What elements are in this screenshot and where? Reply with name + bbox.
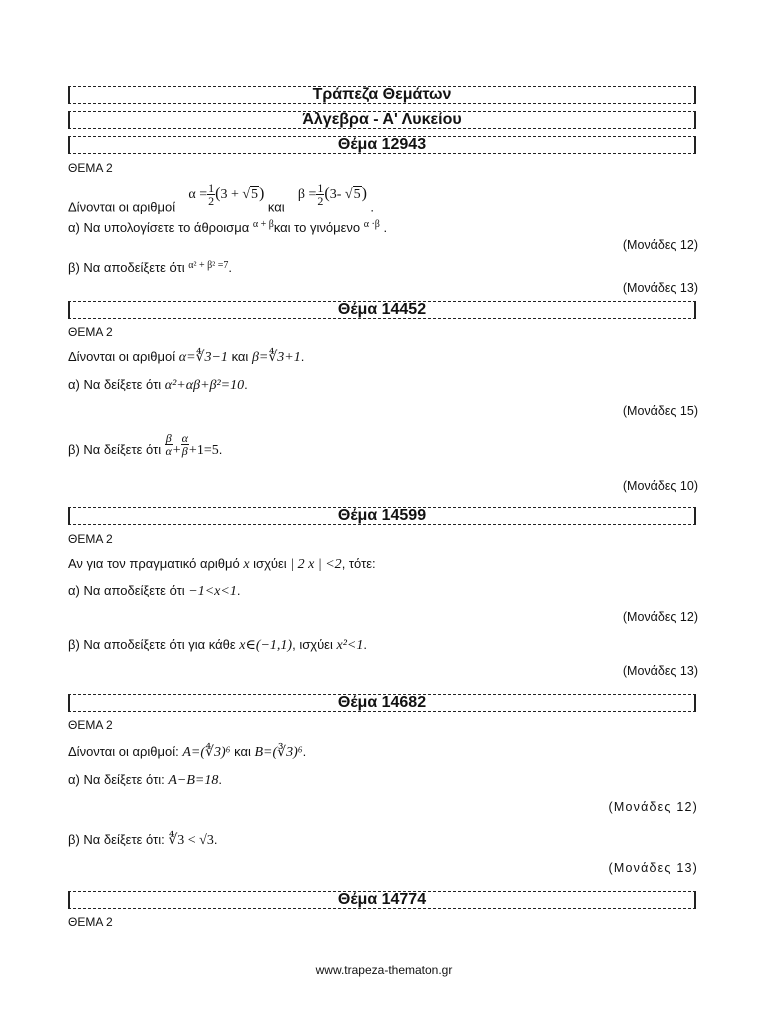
part-a <box>68 377 248 394</box>
part-a-text: α) Να δείξετε ότι: <box>68 772 165 787</box>
problem-code: Θέμα 12943 <box>68 136 696 154</box>
sqrt-sign: √5 <box>242 186 259 202</box>
radicand: 5 <box>251 186 259 202</box>
period: . <box>300 349 305 364</box>
part-b-text: β) Να δείξετε ότι <box>68 441 162 457</box>
header-subtitle: Άλγεβρα - Α' Λυκείου <box>68 111 696 129</box>
square-expression: x²<1 <box>336 638 364 653</box>
part-b-text: β) Να δείξετε ότι: <box>68 832 165 847</box>
part-a-expression: −1<x<1 <box>188 584 237 599</box>
part-a-text: α) Να υπολογίσετε το άθροισμα <box>68 220 250 235</box>
marks-label: (Μονάδες 13) <box>608 861 698 875</box>
part-b <box>68 432 222 459</box>
problem-code: Θέμα 14452 <box>68 301 696 319</box>
part-b-text2: , ισχύει <box>292 637 333 652</box>
marks-label: (Μονάδες 12) <box>608 800 698 814</box>
frac-num: β <box>165 431 172 445</box>
theme-label: ΘΕΜΑ 2 <box>68 718 113 732</box>
intro-text: Δίνονται οι αριθμοί <box>68 199 176 215</box>
radicand: 5 <box>353 186 361 202</box>
problem-code: Θέμα 14682 <box>68 694 696 712</box>
a-expression: A=(∜3)⁶ <box>182 745 231 760</box>
period: . <box>383 220 388 235</box>
and-text: και <box>234 744 251 759</box>
product-expression: α ·β <box>363 219 380 230</box>
period: . <box>244 377 248 392</box>
alpha-definition: α = $\frac{1}{2}$ (3 + √5) <box>188 181 265 208</box>
intro-text2: ισχύει <box>253 556 287 571</box>
alpha-over-beta <box>181 432 189 457</box>
part-b-text: β) Να αποδείξετε ότι <box>68 260 185 275</box>
theme-label: ΘΕΜΑ 2 <box>68 915 113 929</box>
footer-url: www.trapeza-thematon.gr <box>315 963 453 977</box>
beta-expression: β=∜3+1 <box>251 350 301 365</box>
beta-definition: β = $\frac{1}{2}$ (3- √5) <box>297 181 367 208</box>
period: . <box>218 441 223 457</box>
frac-den: β <box>181 444 188 458</box>
frac-den: α <box>165 444 172 458</box>
part-b-rest: +1=5 <box>188 442 219 458</box>
period: . <box>236 583 241 598</box>
intro-text3: , τότε: <box>341 556 376 571</box>
period: . <box>370 199 375 215</box>
part-a <box>68 772 222 789</box>
part-b <box>68 260 232 275</box>
interval-expression: x∈(−1,1) <box>239 638 293 653</box>
b-expression: B=(∛3)⁶ <box>254 745 303 760</box>
problem-intro <box>68 556 376 573</box>
abs-inequality: | 2 x | <2 <box>290 557 342 572</box>
alpha-body: 3 + <box>220 186 243 202</box>
part-a-text: α) Να δείξετε ότι <box>68 377 162 392</box>
and-text: και <box>267 199 285 215</box>
problem-code: Θέμα 14599 <box>68 507 696 525</box>
sum-expression: α + β <box>252 219 274 230</box>
frac-num: 1 <box>208 181 215 195</box>
intro-text: Δίνονται οι αριθμοί <box>68 349 176 364</box>
problem-intro <box>68 349 304 366</box>
marks-label: (Μονάδες 12) <box>622 238 698 252</box>
alpha-expression: α=∜3−1 <box>178 350 228 365</box>
part-a-text2: και το γινόμενο <box>273 220 361 235</box>
intro-text: Δίνονται οι αριθμοί: <box>68 744 179 759</box>
part-a <box>68 583 240 600</box>
marks-label: (Μονάδες 15) <box>622 404 698 418</box>
alpha-fraction <box>207 182 215 207</box>
problem-code: Θέμα 14774 <box>68 891 696 909</box>
part-b <box>68 832 217 849</box>
part-b-expression: ∜3 < √3 <box>168 833 214 848</box>
part-a-expression: α²+αβ+β²=10 <box>164 378 245 393</box>
header-title: Τράπεζα Θεμάτων <box>68 86 696 104</box>
part-b-text: β) Να αποδείξετε ότι για κάθε <box>68 637 236 652</box>
period: . <box>213 832 218 847</box>
theme-label: ΘΕΜΑ 2 <box>68 532 113 546</box>
part-a <box>68 219 387 235</box>
beta-eq: β = <box>297 186 317 202</box>
theme-label: ΘΕΜΑ 2 <box>68 161 113 175</box>
marks-label: (Μονάδες 13) <box>622 664 698 678</box>
identity-expression: α² + β² =7 <box>188 260 229 271</box>
problem-intro <box>68 182 374 215</box>
part-a-expression: A−B=18 <box>168 773 219 788</box>
theme-label: ΘΕΜΑ 2 <box>68 325 113 339</box>
variable-x: x <box>243 557 250 572</box>
frac-num: 1 <box>317 181 324 195</box>
frac-den: 2 <box>317 194 324 208</box>
part-b <box>68 637 367 654</box>
intro-text: Αν για τον πραγματικό αριθμό <box>68 556 240 571</box>
beta-over-alpha <box>165 432 173 457</box>
frac-den: 2 <box>208 194 215 208</box>
frac-num: α <box>181 431 188 445</box>
alpha-eq: α = <box>188 186 208 202</box>
marks-label: (Μονάδες 13) <box>622 281 698 295</box>
sqrt-sign: √5 <box>344 186 361 202</box>
marks-label: (Μονάδες 12) <box>622 610 698 624</box>
problem-intro <box>68 744 306 761</box>
period: . <box>228 260 232 275</box>
and-text: και <box>231 349 249 364</box>
period: . <box>302 744 307 759</box>
period: . <box>218 772 222 787</box>
marks-label: (Μονάδες 10) <box>622 479 698 493</box>
period: . <box>363 637 367 652</box>
part-a-text: α) Να αποδείξετε ότι <box>68 583 185 598</box>
beta-body: 3- <box>329 186 345 202</box>
plus-sign: + <box>172 442 181 458</box>
